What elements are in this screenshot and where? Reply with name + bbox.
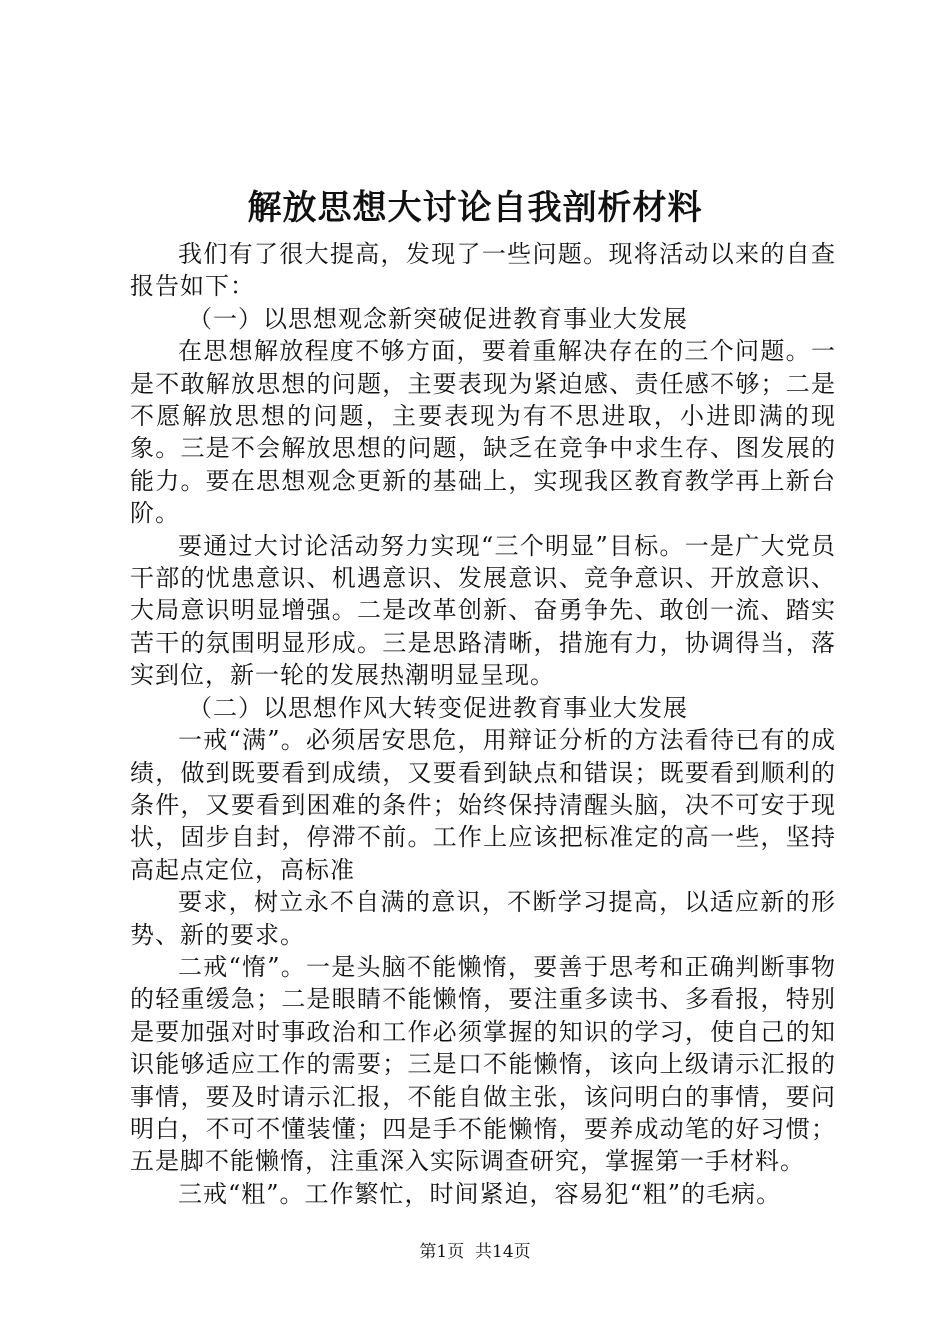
document-body [130,238,836,1210]
paragraph-intro: 我们有了很大提高，发现了一些问题。现将活动以来的自查报告如下： [130,240,836,301]
section-heading-2: （二）以思想作风大转变促进教育事业大发展 [188,693,688,722]
page-footer [0,1240,950,1264]
paragraph-avoid-carelessness: 三戒“粗”。工作繁忙，时间紧迫，容易犯“粗”的毛病。 [178,1179,782,1208]
paragraph-requirements: 要求，树立永不自满的意识，不断学习提高，以适应新的形势、新的要求。 [130,888,836,949]
paragraph-avoid-laziness: 二戒“惰”。一是头脑不能懒惰，要善于思考和正确判断事物的轻重缓急；二是眼睛不能懒惰，要注重多读书、多看报，特别是要加强对时事政治和工作必须掌握的知识的学习，使自己的知识能够适应工作的需要；三是口不能懒惰，该向上级请示汇报的事情，要及时请示汇报，不能自做主张，该问明白的事情，要问明白，不可不懂装懂；四是手不能懒惰，要养成动笔的好习惯；五是脚不能懒惰，注重深入实际调查研究，掌握第一手材料。 [130,952,836,1176]
page-label: 第 [419,1242,437,1262]
total-pages: 14 [492,1242,514,1262]
paragraph-avoid-complacency: 一戒“满”。必须居安思危，用辩证分析的方法看待已有的成绩，做到既要看到成绩，又要看到缺点和错误；既要看到顺利的条件，又要看到困难的条件；始终保持清醒头脑，决不可安于现状，固步自封，停滞不前。工作上应该把标准定的高一些，坚持高起点定位，高标准 [130,726,836,884]
paragraph-problems: 在思想解放程度不够方面，要着重解决存在的三个问题。一是不敢解放思想的问题，主要表现为紧迫感、责任感不够；二是不愿解放思想的问题，主要表现为有不思进取，小进即满的现象。三是不会解放思想的问题，缺乏在竞争中求生存、图发展的能力。要在思想观念更新的基础上，实现我区教育教学再上新台阶。 [130,337,836,528]
section-heading-1: （一）以思想观念新突破促进教育事业大发展 [188,304,688,333]
paragraph-goals: 要通过大讨论活动努力实现“三个明显”目标。一是广大党员干部的忧患意识、机遇意识、发展意识、竞争意识、开放意识、大局意识明显增强。二是改革创新、奋勇争先、敢创一流、踏实苦干的氛围明显形成。三是思路清晰，措施有力，协调得当，落实到位，新一轮的发展热潮明显呈现。 [130,531,836,690]
total-label: 共 [475,1242,492,1262]
page-suffix: 页 [447,1242,465,1262]
page-number: 1 [436,1242,448,1262]
total-suffix: 页 [513,1242,531,1262]
document-title: 解放思想大讨论自我剖析材料 [247,188,703,228]
